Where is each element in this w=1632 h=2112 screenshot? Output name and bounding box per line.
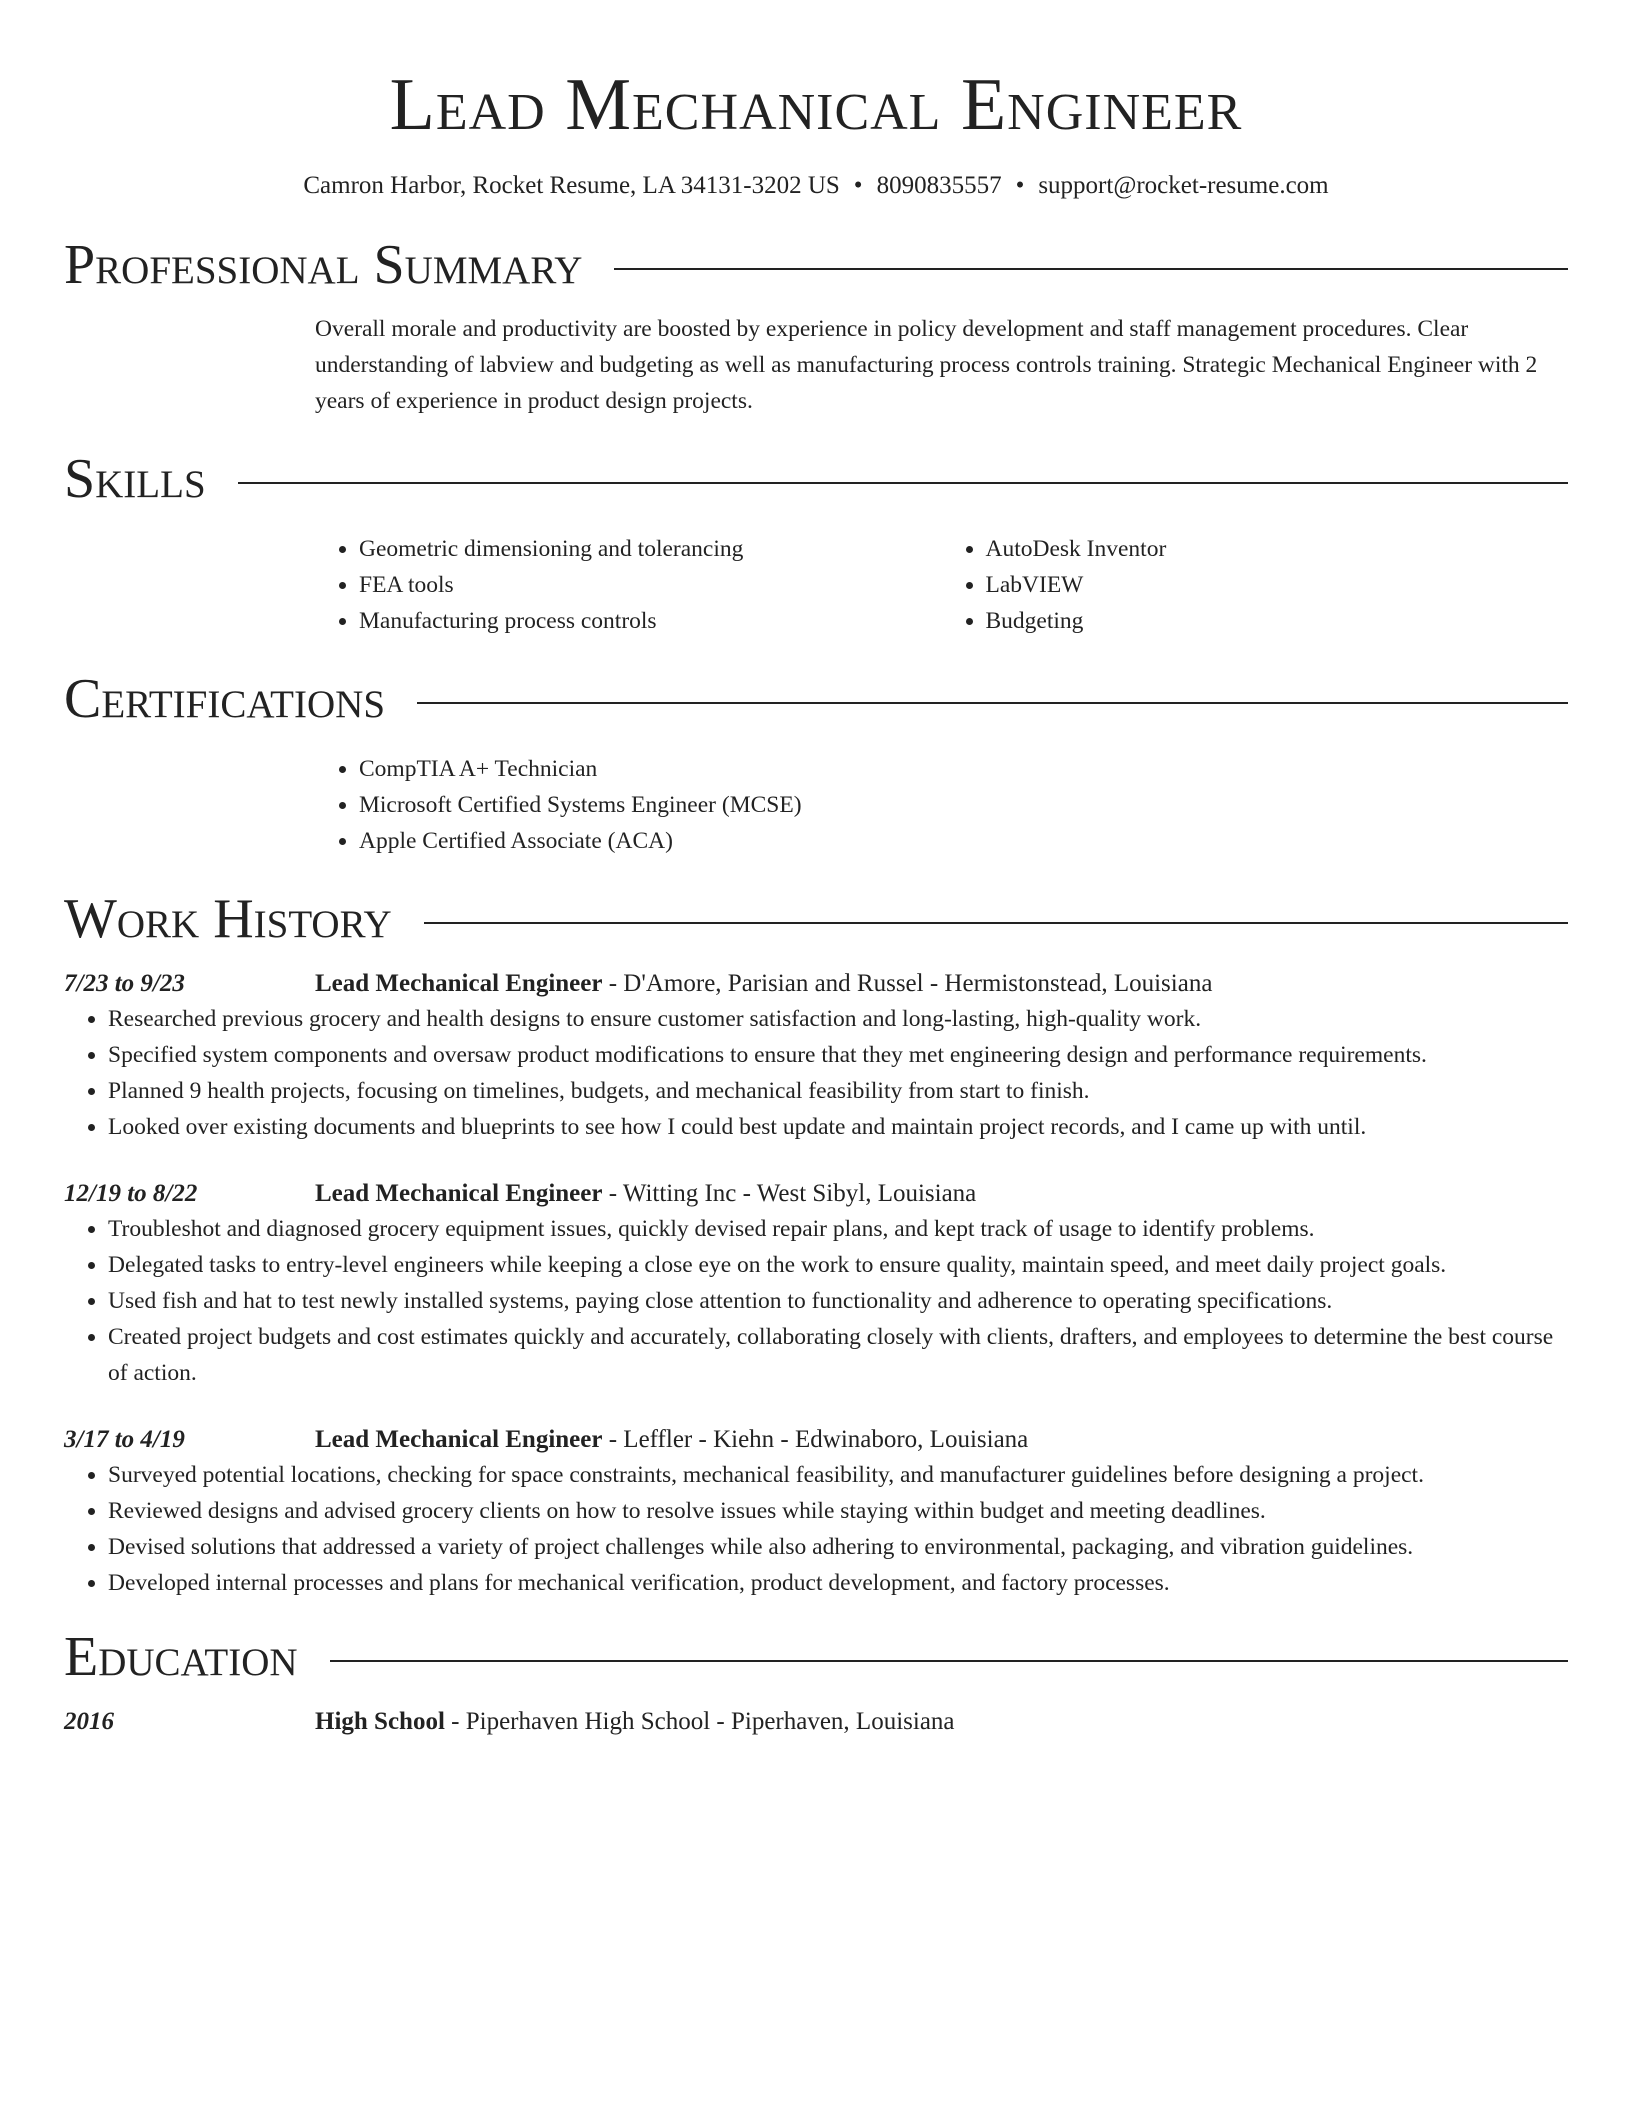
summary-body [315, 311, 1568, 419]
job-details: - D'Amore, Parisian and Russel - Hermistonstead, Louisiana [602, 970, 1213, 997]
job-bullets [64, 1001, 1568, 1145]
contact-phone: 8090835557 [876, 172, 1002, 199]
job-bullet: • Delegated tasks to entry-level engineers while keeping a close eye on the work to ensure quality, maintain speed, and meet daily project goals. [108, 1247, 1568, 1283]
skills-header [64, 447, 1568, 511]
job-entry [64, 1177, 1568, 1391]
resume-page [64, 0, 1568, 1739]
skill-item: • Manufacturing process controls [359, 603, 942, 639]
skills-right-list [942, 531, 1569, 639]
work-history-section [64, 887, 1568, 1601]
job-entry [64, 1423, 1568, 1601]
job-bullet: • Specified system components and oversaw product modifications to ensure that they met engineering design and performance requirements. [108, 1037, 1568, 1073]
job-bullets [64, 1457, 1568, 1601]
section-divider [330, 1660, 1568, 1662]
job-title: Lead Mechanical Engineer [315, 970, 603, 997]
certifications-section [64, 667, 1568, 859]
summary-header [64, 233, 1568, 297]
skill-item: • Budgeting [986, 603, 1569, 639]
job-bullets [64, 1211, 1568, 1391]
education-entry [64, 1705, 1568, 1739]
job-bullet: • Reviewed designs and advised grocery clients on how to resolve issues while staying within budget and meeting deadlines. [108, 1493, 1568, 1529]
job-details: - Witting Inc - West Sibyl, Louisiana [602, 1180, 977, 1207]
job-bullet: • Developed internal processes and plans for mechanical verification, product development, and factory processes. [108, 1565, 1568, 1601]
work-history-header [64, 887, 1568, 951]
contact-separator: • [853, 172, 863, 199]
section-divider [424, 922, 1568, 924]
work-history-heading: Work History [64, 888, 392, 950]
job-heading [315, 1177, 976, 1211]
skill-item: • Geometric dimensioning and tolerancing [359, 531, 942, 567]
skills-heading: Skills [64, 448, 206, 510]
education-heading-line [315, 1705, 955, 1739]
job-header [64, 1177, 1568, 1211]
certifications-heading: Certifications [64, 668, 386, 730]
job-bullet: • Researched previous grocery and health designs to ensure customer satisfaction and long-lasting, high-quality work. [108, 1001, 1568, 1037]
job-heading [315, 967, 1212, 1001]
job-dates: 3/17 to 4/19 [64, 1426, 185, 1453]
job-bullet: • Troubleshot and diagnosed grocery equipment issues, quickly devised repair plans, and kept track of usage to identify problems. [108, 1211, 1568, 1247]
skills-grid [315, 531, 1568, 639]
certifications-body [315, 751, 1568, 859]
resume-title: Lead Mechanical Engineer [389, 64, 1243, 146]
certification-item: • CompTIA A+ Technician [359, 751, 1568, 787]
summary-text: Overall morale and productivity are boosted by experience in policy development and staff management procedures. Clear understanding of labview and budgeting as well as manufacturing process controls training. Strategic Mechanical Engineer with 2 years of experience in product design projects. [315, 316, 1538, 414]
skill-item: • AutoDesk Inventor [986, 531, 1569, 567]
education-section [64, 1625, 1568, 1739]
skills-left-list [315, 531, 942, 639]
education-details: - Piperhaven High School - Piperhaven, Louisiana [444, 1708, 955, 1735]
contact-address: Camron Harbor, Rocket Resume, LA 34131-3202 US [303, 172, 840, 199]
contact-email: support@rocket-resume.com [1038, 172, 1329, 199]
education-heading: Education [64, 1626, 298, 1688]
job-bullet: • Surveyed potential locations, checking for space constraints, mechanical feasibility, and manufacturer guidelines before designing a project. [108, 1457, 1568, 1493]
section-divider [238, 482, 1568, 484]
skill-item: • LabVIEW [986, 567, 1569, 603]
education-header [64, 1625, 1568, 1689]
job-dates: 7/23 to 9/23 [64, 970, 185, 997]
job-title: Lead Mechanical Engineer [315, 1180, 603, 1207]
certifications-list [315, 751, 1568, 859]
job-bullet: • Planned 9 health projects, focusing on timelines, budgets, and mechanical feasibility from start to finish. [108, 1073, 1568, 1109]
education-header-row [64, 1705, 1568, 1739]
job-title: Lead Mechanical Engineer [315, 1426, 603, 1453]
skill-item: • FEA tools [359, 567, 942, 603]
job-header [64, 967, 1568, 1001]
contact-line [64, 170, 1568, 202]
section-divider [417, 702, 1568, 704]
summary-section [64, 233, 1568, 419]
contact-separator: • [1015, 172, 1025, 199]
section-divider [614, 268, 1568, 270]
job-bullet: • Created project budgets and cost estimates quickly and accurately, collaborating closely with clients, drafters, and employees to determine the best course of action. [108, 1319, 1568, 1391]
job-dates: 12/19 to 8/22 [64, 1180, 198, 1207]
certification-item: • Microsoft Certified Systems Engineer (MCSE) [359, 787, 1568, 823]
summary-heading: Professional Summary [64, 234, 583, 296]
job-bullet: • Used fish and hat to test newly installed systems, paying close attention to functionality and adherence to operating specifications. [108, 1283, 1568, 1319]
education-dates: 2016 [64, 1708, 114, 1735]
certifications-header [64, 667, 1568, 731]
certification-item: • Apple Certified Associate (ACA) [359, 823, 1568, 859]
job-bullet: • Devised solutions that addressed a variety of project challenges while also adhering to environmental, packaging, and vibration guidelines. [108, 1529, 1568, 1565]
education-degree: High School [315, 1708, 445, 1735]
skills-section [64, 447, 1568, 639]
job-heading [315, 1423, 1028, 1457]
job-header [64, 1423, 1568, 1457]
job-bullet: • Looked over existing documents and blueprints to see how I could best update and maintain project records, and I came up with until. [108, 1109, 1568, 1145]
job-details: - Leffler - Kiehn - Edwinaboro, Louisiana [602, 1426, 1029, 1453]
job-entry [64, 967, 1568, 1145]
